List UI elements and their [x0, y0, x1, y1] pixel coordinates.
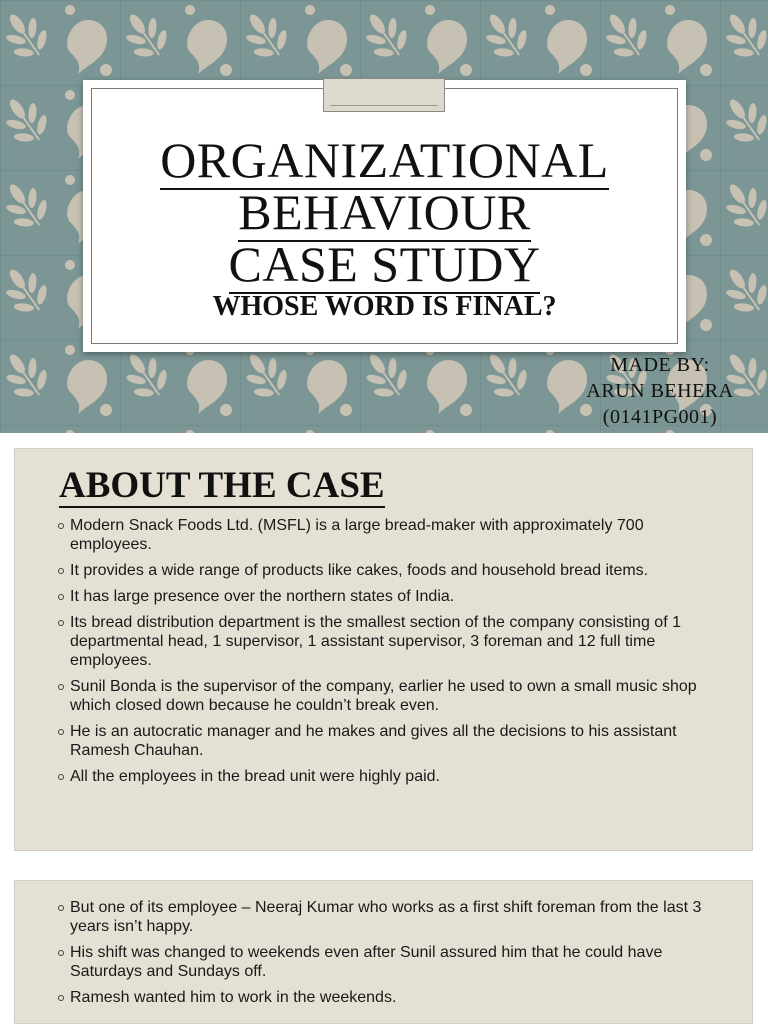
- list-item: But one of its employee – Neeraj Kumar who works as a first shift foreman from the last 3 years isn’t happy.: [58, 898, 713, 936]
- title-slide: [0, 0, 768, 433]
- title-line-2: BEHAVIOUR: [238, 184, 531, 240]
- list-item: His shift was changed to weekends even after Sunil assured him that he could have Saturdays and Sundays off.: [58, 943, 713, 981]
- list-item: Sunil Bonda is the supervisor of the company, earlier he used to own a small music shop which closed down because he couldn’t break even.: [58, 677, 713, 715]
- subtitle: WHOSE WORD IS FINAL?: [212, 291, 557, 322]
- list-item: It provides a wide range of products like cakes, foods and household bread items.: [58, 561, 713, 580]
- continued-slide: [14, 880, 753, 1024]
- author-name: ARUN BEHERA: [586, 380, 734, 402]
- list-item: Its bread distribution department is the smallest section of the company consisting of 1 departmental head, 1 supervisor, 1 assistant supervisor, 3 foreman and 12 full time employees.: [58, 613, 713, 670]
- list-item: He is an autocratic manager and he makes and gives all the decisions to his assistant Ramesh Chauhan.: [58, 722, 713, 760]
- made-by-label: MADE BY:: [610, 354, 710, 376]
- slide-heading: ABOUT THE CASE: [59, 465, 385, 506]
- list-item: Ramesh wanted him to work in the weekends.: [58, 988, 713, 1007]
- bullet-list: [58, 516, 713, 793]
- list-item: All the employees in the bread unit were highly paid.: [58, 767, 713, 786]
- bullet-list: [58, 898, 713, 1014]
- roll-number: (0141PG001): [602, 406, 718, 428]
- title-line-1: ORGANIZATIONAL: [160, 132, 609, 188]
- author-block: [560, 352, 760, 430]
- title-tab-decoration: [323, 78, 445, 112]
- about-case-slide: [14, 448, 753, 851]
- title-block: [83, 134, 686, 324]
- title-card: [83, 80, 686, 352]
- title-line-3: CASE STUDY: [228, 236, 541, 292]
- list-item: Modern Snack Foods Ltd. (MSFL) is a large bread-maker with approximately 700 employees.: [58, 516, 713, 554]
- list-item: It has large presence over the northern states of India.: [58, 587, 713, 606]
